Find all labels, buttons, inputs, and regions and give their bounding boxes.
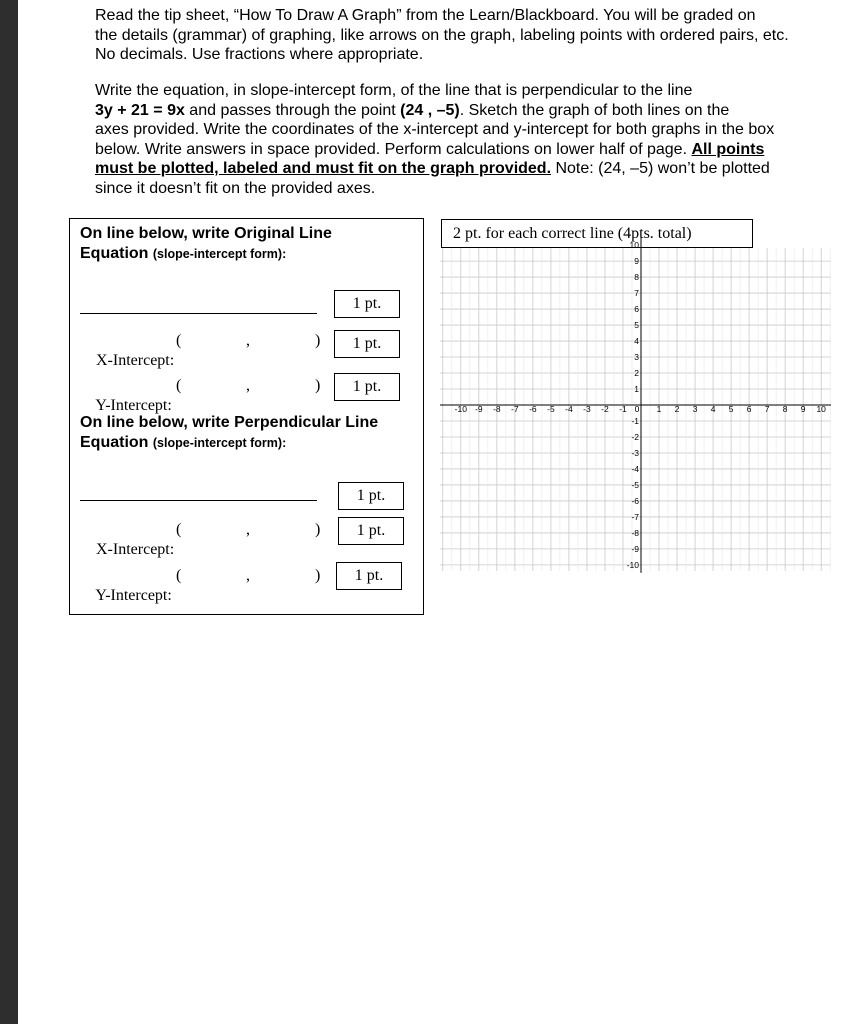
y-tick-label: -4 xyxy=(631,463,639,474)
instructions-paragraph-2 xyxy=(95,81,835,198)
paren-open: ( xyxy=(176,332,182,349)
y-tick-label: -6 xyxy=(631,495,639,506)
y-tick-label: 7 xyxy=(634,288,639,299)
x-tick-label: -7 xyxy=(511,404,519,414)
dark-side-bar xyxy=(0,0,18,1024)
comma: , xyxy=(246,332,250,349)
perpendicular-equation-line[interactable] xyxy=(80,500,317,501)
y-tick-label: 10 xyxy=(629,240,639,251)
x-tick-label: 6 xyxy=(746,404,752,414)
perpendicular-y-points: 1 pt. xyxy=(336,562,402,590)
heading-text: On line below, write Original Line xyxy=(80,225,332,242)
y-tick-label: 6 xyxy=(634,304,639,315)
perpendicular-x-points: 1 pt. xyxy=(338,517,404,545)
y-tick-label: 3 xyxy=(634,352,639,363)
paren-close: ) xyxy=(315,332,321,349)
original-line-heading xyxy=(80,224,332,264)
graph-points-title: 2 pt. for each correct line (4pts. total) xyxy=(441,219,753,248)
paren-open: ( xyxy=(176,521,182,538)
y-tick-label: 8 xyxy=(634,272,639,283)
heading-text: Equation xyxy=(80,434,153,451)
given-point: (24 , –5) xyxy=(400,101,460,119)
x-tick-label: -10 xyxy=(454,404,467,414)
emphasis-text: must be plotted, labeled and must fit on the graph provided. xyxy=(95,160,552,177)
x-tick-label: 5 xyxy=(728,404,734,414)
instr-text: below. Write answers in space provided. Perform calculations on lower half of page. xyxy=(95,140,692,158)
x-tick-label: 7 xyxy=(764,404,770,414)
y-tick-label: 9 xyxy=(634,256,639,267)
original-equation-line[interactable] xyxy=(80,313,317,314)
x-tick-label: 4 xyxy=(710,404,716,414)
y-tick-label: -1 xyxy=(631,415,639,426)
paren-close: ) xyxy=(315,521,321,538)
original-equation-points: 1 pt. xyxy=(334,290,400,318)
x-tick-label: -6 xyxy=(529,404,537,414)
comma: , xyxy=(246,567,250,584)
perpendicular-equation-points: 1 pt. xyxy=(338,482,404,510)
answer-box xyxy=(69,218,424,615)
x-intercept-label: X-Intercept: xyxy=(96,541,175,558)
comma: , xyxy=(246,521,250,538)
x-tick-label: 3 xyxy=(692,404,698,414)
x-tick-label: -4 xyxy=(565,404,573,414)
x-tick-label: -1 xyxy=(619,404,627,414)
x-tick-label: -3 xyxy=(583,404,591,414)
original-x-points: 1 pt. xyxy=(334,330,400,358)
x-tick-label: 10 xyxy=(816,404,826,414)
y-tick-label: -3 xyxy=(631,447,639,458)
y-intercept-label: Y-Intercept: xyxy=(95,397,172,414)
perpendicular-y-intercept[interactable] xyxy=(80,566,321,686)
y-tick-label: -5 xyxy=(631,479,639,490)
instr-line: No decimals. Use fractions where appropriate. xyxy=(95,46,424,63)
heading-text: On line below, write Perpendicular Line xyxy=(80,414,379,431)
x-tick-label: 2 xyxy=(674,404,680,414)
y-tick-label: 5 xyxy=(634,320,639,331)
emphasis-text: All points xyxy=(691,140,765,158)
instr-line: axes provided. Write the coordinates of the x-intercept and y-intercept for both graphs in the box xyxy=(95,121,775,138)
paren-open: ( xyxy=(176,377,182,394)
paren-open: ( xyxy=(176,567,182,584)
x-tick-label: -9 xyxy=(475,404,483,414)
y-tick-label: -10 xyxy=(626,559,639,570)
instructions-paragraph-1 xyxy=(95,6,835,65)
coordinate-grid[interactable] xyxy=(440,240,831,571)
x-tick-label: -2 xyxy=(601,404,609,414)
perpendicular-line-heading xyxy=(80,413,378,453)
y-tick-label: 4 xyxy=(634,336,639,347)
x-tick-label: -8 xyxy=(493,404,501,414)
x-tick-label: 8 xyxy=(782,404,788,414)
instr-line: the details (grammar) of graphing, like arrows on the graph, labeling points with ordered pairs, etc. xyxy=(95,26,789,44)
y-tick-label: 2 xyxy=(634,368,639,379)
y-tick-label: -9 xyxy=(631,543,639,554)
given-equation: 3y + 21 = 9x xyxy=(95,101,185,119)
x-intercept-label: X-Intercept: xyxy=(96,352,175,369)
x-tick-label: 0 xyxy=(634,404,640,414)
instr-line: Read the tip sheet, “How To Draw A Graph” from the Learn/Blackboard. You will be graded on xyxy=(95,7,756,24)
y-tick-label: -2 xyxy=(631,431,639,442)
x-tick-label: 9 xyxy=(800,404,806,414)
instr-line: since it doesn’t fit on the provided axes. xyxy=(95,179,376,197)
instr-text: . Sketch the graph of both lines on the xyxy=(459,101,730,119)
heading-small-text: (slope-intercept form): xyxy=(152,436,287,450)
y-tick-label: 1 xyxy=(634,384,639,395)
instr-text: and passes through the point xyxy=(184,101,401,119)
heading-text: Equation xyxy=(80,245,153,262)
y-intercept-label: Y-Intercept: xyxy=(95,587,172,604)
original-y-points: 1 pt. xyxy=(334,373,400,401)
paren-close: ) xyxy=(315,567,321,584)
instr-text: Note: (24, –5) won’t be plotted xyxy=(551,160,770,177)
instr-line: Write the equation, in slope-intercept form, of the line that is perpendicular to the line xyxy=(95,82,693,99)
heading-small-text: (slope-intercept form): xyxy=(152,247,287,261)
paren-close: ) xyxy=(315,377,321,394)
comma: , xyxy=(246,377,250,394)
x-tick-label: 1 xyxy=(656,404,662,414)
y-tick-label: -8 xyxy=(631,527,639,538)
x-tick-label: -5 xyxy=(547,404,555,414)
y-tick-label: -7 xyxy=(631,511,639,522)
